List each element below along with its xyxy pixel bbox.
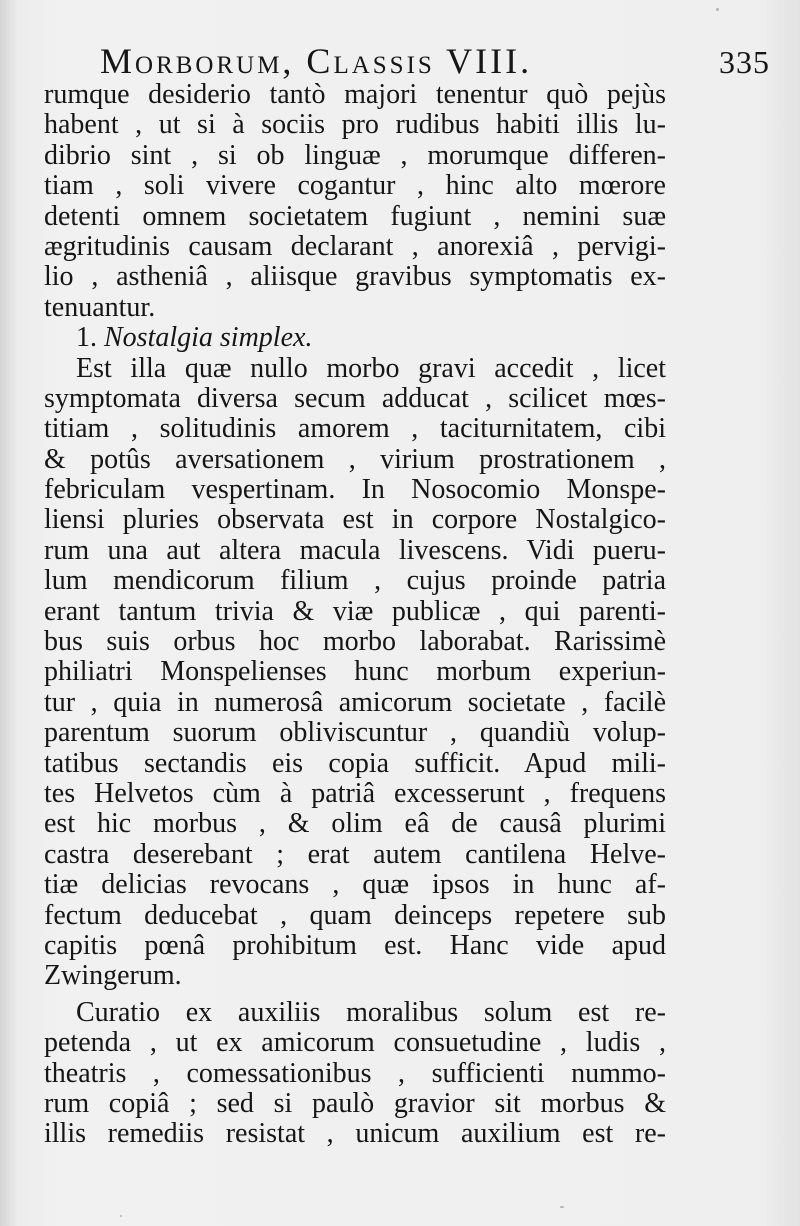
- text-line: tiam , soli vivere cogantur , hinc alto mœrore: [44, 170, 666, 202]
- text-line: febriculam vespertinam. In Nosocomio Monspe-: [44, 474, 666, 506]
- text-line: dibrio sint , si ob linguæ , morumque differen-: [44, 139, 666, 171]
- text-line: tatibus sectandis eis copia sufficit. Apud mili-: [44, 747, 666, 779]
- text-line: est hic morbus , & olim eâ de causâ plurimi: [44, 808, 666, 840]
- body-text: [44, 80, 666, 1150]
- text-line: Est illa quæ nullo morbo gravi accedit , licet: [76, 352, 666, 384]
- paper-speck: [560, 1206, 564, 1208]
- text-line: ægritudinis causam declarant , anorexiâ , pervigi-: [44, 230, 666, 262]
- subsection-title: Nostalgia simplex.: [104, 322, 313, 354]
- page-number: 335: [719, 44, 770, 80]
- text-line: Zwingerum.: [44, 960, 182, 992]
- text-line: capitis pœnâ prohibitum est. Hanc vide apud: [44, 929, 666, 961]
- text-line: tes Helvetos cùm à patriâ excesserunt , frequens: [44, 777, 666, 809]
- text-line: titiam , solitudinis amorem , taciturnitatem, cibi: [44, 413, 666, 445]
- text-line: theatris , comessationibus , sufficienti nummo-: [44, 1057, 666, 1089]
- text-line: rumque desiderio tantò majori tenentur quò pejùs: [44, 79, 666, 110]
- text-line: liensi pluries observata est in corpore Nostalgico-: [44, 504, 666, 536]
- text-line: philiatri Monspelienses hunc morbum experiun-: [44, 656, 666, 688]
- text-line: tenuantur.: [44, 291, 156, 323]
- text-line: lum mendicorum filium , cujus proinde patria: [44, 565, 666, 597]
- text-line: fectum deducebat , quam deinceps repetere sub: [44, 899, 666, 931]
- text-line: symptomata diversa secum adducat , scilicet mœs-: [44, 382, 666, 414]
- text-line: petenda , ut ex amicorum consuetudine , ludis ,: [44, 1027, 666, 1059]
- text-line: parentum suorum obliviscuntur , quandiù volup-: [44, 717, 666, 749]
- running-title: Morborum, Classis VIII.: [100, 41, 533, 81]
- paper-speck: [120, 1215, 122, 1217]
- text-line: castra deserebant ; erat autem cantilena Helve-: [44, 838, 666, 870]
- text-line: rum copiâ ; sed si paulò gravior sit morbus &: [44, 1087, 666, 1119]
- text-line: tiæ delicias revocans , quæ ipsos in hunc af-: [44, 869, 666, 901]
- text-line: illis remediis resistat , unicum auxilium est re-: [44, 1118, 666, 1150]
- text-line: tur , quia in numerosâ amicorum societate , facilè: [44, 686, 666, 718]
- text-line: bus suis orbus hoc morbo laborabat. Rarissimè: [44, 626, 666, 658]
- text-line: & potûs aversationem , virium prostrationem ,: [44, 443, 666, 475]
- text-line: habent , ut si à sociis pro rudibus habiti illis lu-: [44, 109, 666, 141]
- text-line: Curatio ex auxiliis moralibus solum est re-: [76, 996, 666, 1028]
- text-line: erant tantum trivia & viæ publicæ , qui parenti-: [44, 595, 666, 627]
- subsection-heading: [44, 323, 666, 353]
- text-line: rum una aut altera macula livescens. Vidi pueru-: [44, 534, 666, 566]
- paper-speck: [716, 8, 719, 11]
- text-line: detenti omnem societatem fugiunt , nemini suæ: [44, 200, 666, 232]
- text-line: lio , astheniâ , aliisque gravibus symptomatis ex-: [44, 261, 666, 293]
- subsection-number: 1.: [76, 322, 97, 354]
